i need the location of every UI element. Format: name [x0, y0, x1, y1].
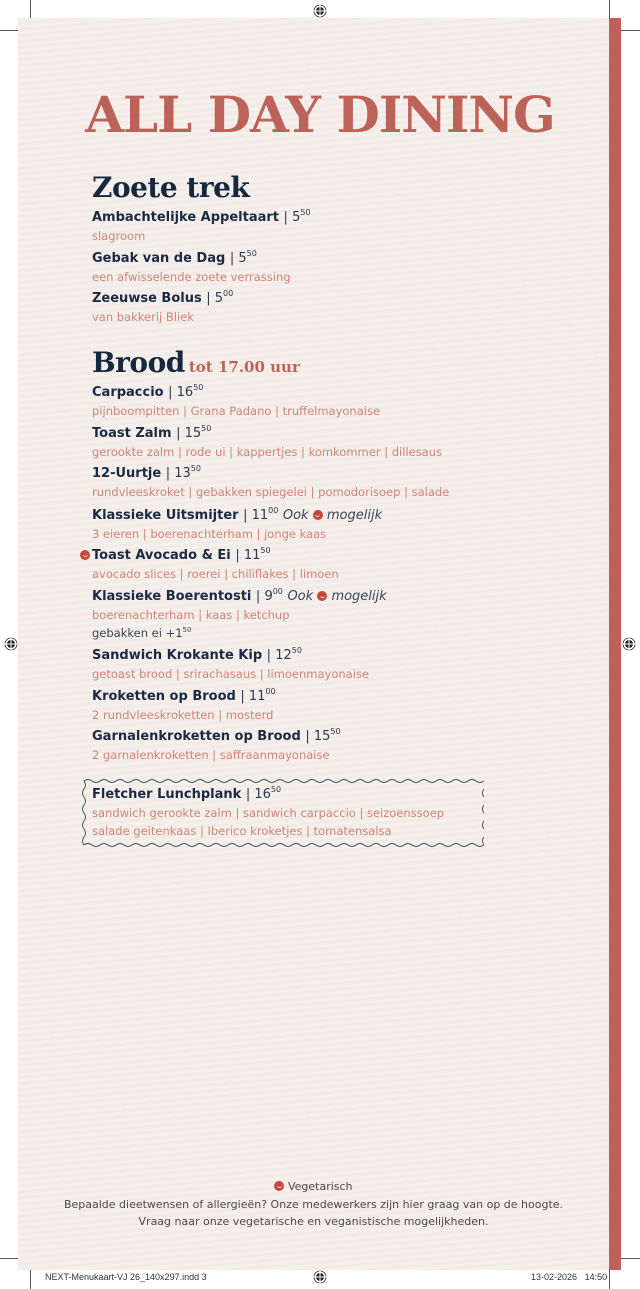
section-heading-text: Brood [92, 346, 185, 379]
item-description: boerenachterham | kaas | ketchup [92, 608, 290, 622]
item-price: | $15^{50}$ [305, 727, 341, 744]
menu-item [92, 588, 387, 642]
item-price: | $5^{00}$ [206, 289, 234, 306]
vegan-note: Vraag naar onze vegetarische en veganistische mogelijkheden. [138, 1215, 489, 1228]
print-slug-file: NEXT-Menukaart-VJ 26_140x297.indd 3 [45, 1272, 207, 1282]
item-price: | $16^{50}$ [245, 785, 282, 802]
vegetarian-legend: Vegetarisch [18, 1180, 609, 1193]
item-description: avocado slices | roerei | chiliflakes | limoen [92, 567, 339, 581]
vegetarian-option-note: Ook mogelijk [287, 589, 387, 604]
item-price: | $15^{50}$ [176, 424, 212, 441]
crop-mark [30, 0, 31, 20]
page-title: ALL DAY DINING [85, 85, 555, 144]
menu-item [92, 688, 276, 724]
item-name: Toast Zalm [92, 426, 172, 441]
item-description: 2 garnalenkroketten | saffraanmayonaise [92, 748, 330, 762]
item-price: | $16^{50}$ [168, 383, 204, 400]
item-name: 12-Uurtje [92, 466, 162, 481]
section-heading-text: Zoete trek [92, 171, 250, 204]
registration-mark-icon [313, 4, 327, 18]
item-description: slagroom [92, 229, 146, 243]
crop-mark [30, 1270, 31, 1289]
item-price: | $11^{00}$ [240, 687, 276, 704]
item-description: sandwich gerookte zalm | sandwich carpaccio | seizoenssoep [92, 806, 445, 820]
item-description: rundvleeskroket | gebakken spiegelei | pomodorisoep | salade [92, 485, 450, 499]
crop-mark [0, 30, 20, 31]
item-name: Ambachtelijke Appeltaart [92, 210, 280, 225]
page-spine-stripe [609, 18, 621, 1270]
item-price: | $5^{50}$ [229, 249, 257, 266]
item-price: | $11^{00}$ [243, 506, 279, 523]
item-name: Toast Avocado & Ei [92, 548, 231, 563]
allergy-note: Bepaalde dieetwensen of allergieën? Onze medewerkers zijn hier graag van op de hoogte. [63, 1198, 564, 1211]
item-price: | $5^{50}$ [283, 208, 311, 225]
item-name: Kroketten op Brood [92, 689, 236, 704]
lunchplank-box [80, 777, 484, 851]
crop-mark [609, 1270, 610, 1289]
item-description: getoast brood | srirachasaus | limoenmayonaise [92, 667, 369, 681]
crop-mark [609, 0, 610, 20]
section-heading-brood [92, 346, 300, 384]
item-name: Garnalenkroketten op Brood [92, 729, 301, 744]
menu-item [92, 425, 442, 461]
item-description: gerookte zalm | rode ui | kappertjes | komkommer | dillesaus [92, 445, 443, 459]
item-description: van bakkerij Bliek [92, 310, 194, 324]
section-subheading: tot 17.00 uur [188, 358, 300, 376]
registration-mark-icon [4, 637, 18, 651]
item-extra-option: gebakken ei $+1^{50}$ [92, 626, 192, 640]
registration-mark-icon [622, 637, 636, 651]
menu-item [92, 728, 341, 764]
item-name: Klassieke Boerentosti [92, 589, 252, 604]
menu-item [92, 547, 339, 583]
item-description: salade geitenkaas | Iberico kroketjes | tomatensalsa [92, 824, 392, 838]
item-price: | $11^{50}$ [235, 546, 271, 563]
section-heading-zoete-trek [92, 171, 249, 205]
vegetarian-icon [313, 510, 323, 520]
menu-item [92, 384, 380, 420]
menu-item [92, 465, 449, 501]
item-price: | $12^{50}$ [266, 646, 302, 663]
item-description: 2 rundvleeskroketten | mosterd [92, 708, 274, 722]
menu-item [92, 507, 382, 543]
vegetarian-icon [80, 550, 90, 560]
vegetarian-icon [317, 591, 327, 601]
item-name: Klassieke Uitsmijter [92, 508, 239, 523]
item-name: Carpaccio [92, 385, 164, 400]
crop-mark [620, 1258, 640, 1259]
menu-item [92, 209, 311, 245]
item-description: een afwisselende zoete verrassing [92, 270, 291, 284]
menu-item [92, 250, 291, 286]
item-name: Fletcher Lunchplank [92, 787, 242, 802]
crop-mark [0, 1258, 20, 1259]
item-price: | $9^{00}$ [255, 587, 283, 604]
item-description: pijnboompitten | Grana Padano | truffelmayonaise [92, 404, 381, 418]
print-slug-date: 13-02-2026 14:50 [531, 1272, 608, 1282]
vegetarian-option-note: Ook mogelijk [282, 508, 383, 523]
item-name: Gebak van de Dag [92, 251, 226, 266]
menu-item [92, 290, 233, 326]
item-price: | $13^{50}$ [165, 464, 201, 481]
item-name: Zeeuwse Bolus [92, 291, 202, 306]
menu-item [92, 647, 369, 683]
item-name: Sandwich Krokante Kip [92, 648, 263, 663]
crop-mark [620, 30, 640, 31]
registration-mark-icon [313, 1270, 327, 1284]
vegetarian-icon [274, 1181, 284, 1191]
menu-page [18, 18, 609, 1270]
item-description: 3 eieren | boerenachterham | jonge kaas [92, 527, 327, 541]
